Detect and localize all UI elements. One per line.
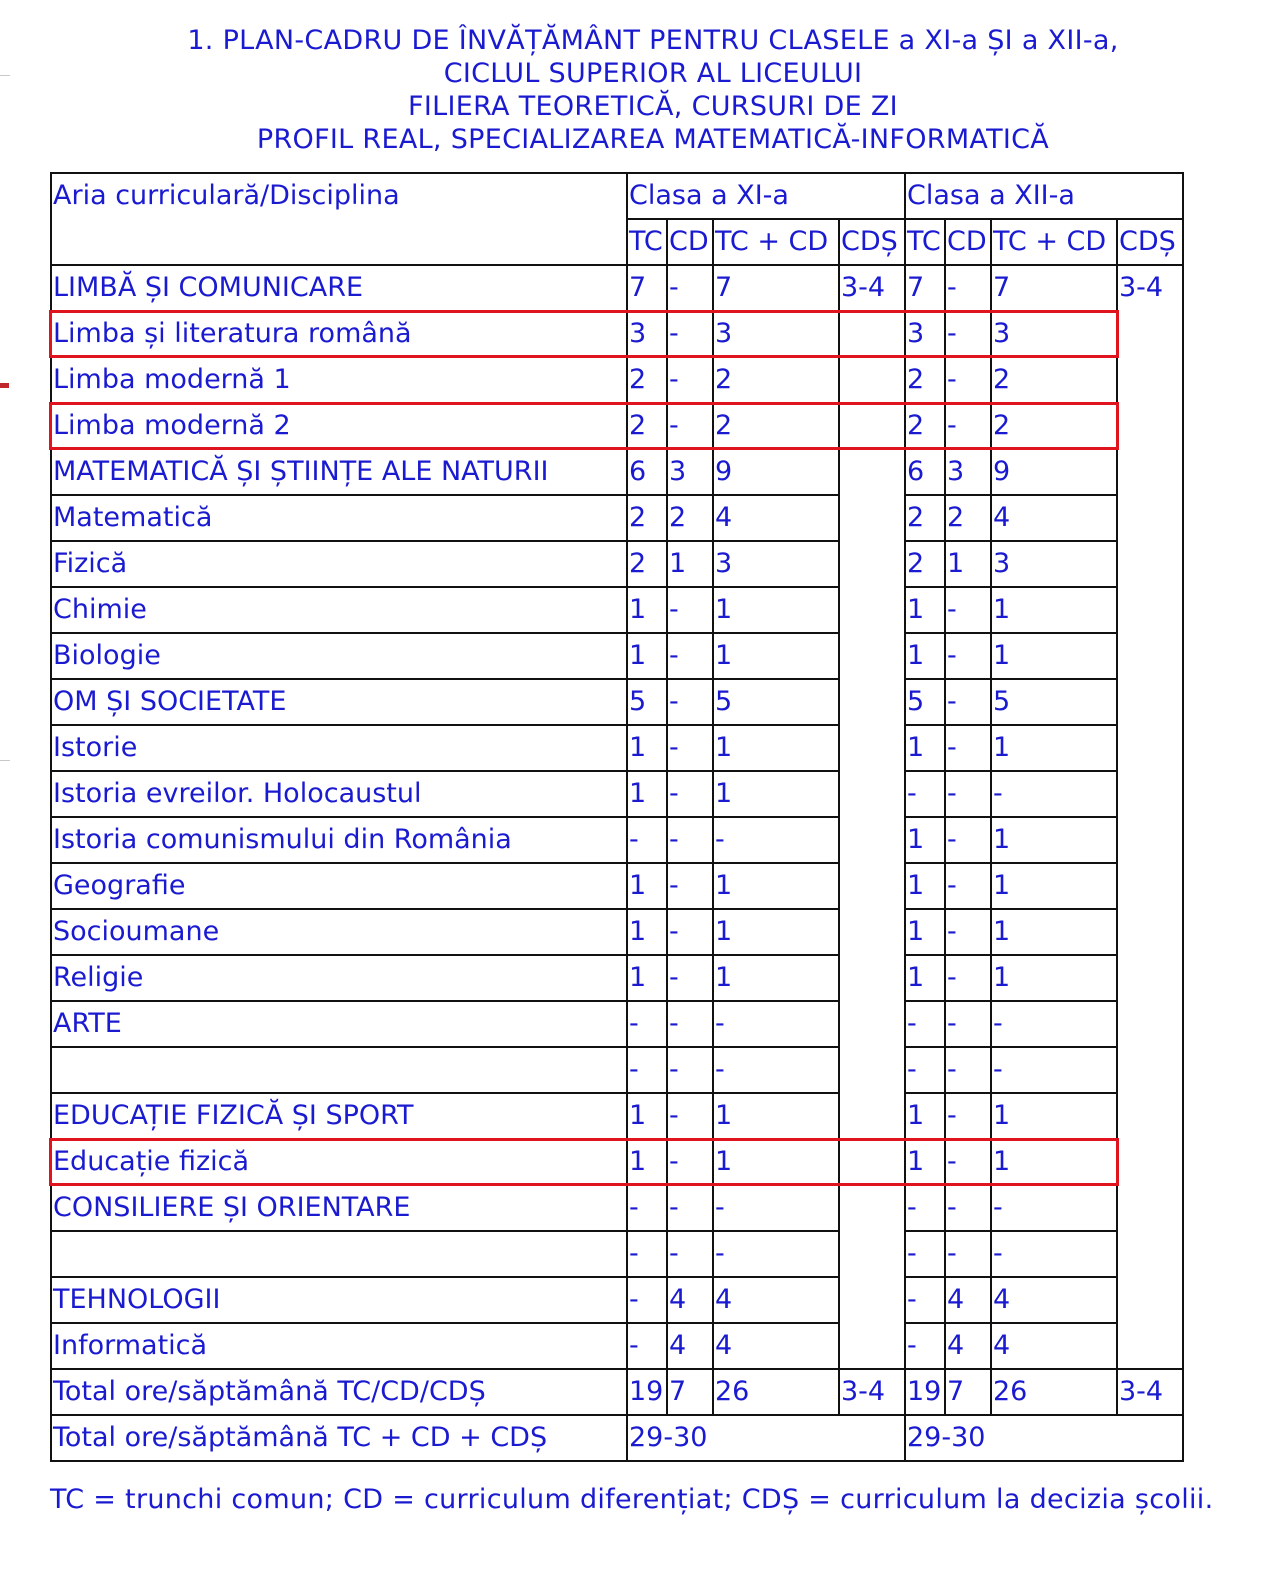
cell-12-tc: 5 <box>905 679 945 725</box>
cell-11-tc-cd: 9 <box>713 449 839 495</box>
cell-11-tc-cd: - <box>713 1231 839 1277</box>
title-line: PROFIL REAL, SPECIALIZAREA MATEMATICĂ-INFORMATICĂ <box>256 124 1050 155</box>
cell-11-tc-cd: 3 <box>713 311 839 357</box>
discipline-name: Educație fizică <box>51 1139 627 1185</box>
cell-11-tc-cd: 3 <box>713 541 839 587</box>
edge-cropped-text <box>0 408 8 488</box>
cell-12-tc-cd: - <box>991 1047 1117 1093</box>
discipline-name: CONSILIERE ȘI ORIENTARE <box>51 1185 627 1231</box>
cell-11-tc: 2 <box>627 403 667 449</box>
cell-11-cd: - <box>667 311 713 357</box>
cell-12-tc: - <box>905 771 945 817</box>
cell-12-cd: 4 <box>945 1277 991 1323</box>
table-row <box>51 1185 1183 1231</box>
cell-12-tc-cd: 1 <box>991 909 1117 955</box>
cell-12-tc: 2 <box>905 495 945 541</box>
discipline-name: Istoria evreilor. Holocaustul <box>51 771 627 817</box>
cell-12-cd: - <box>945 633 991 679</box>
cell-12-cds: 3-4 <box>1117 265 1183 311</box>
discipline-name <box>51 1231 627 1277</box>
table-row <box>51 495 1183 541</box>
cell-11-cds <box>839 587 905 633</box>
cell-12-cd: - <box>945 1139 991 1185</box>
cell-11-cd: 1 <box>667 541 713 587</box>
cell-11-tc: 2 <box>627 357 667 403</box>
cell-11-tc: 1 <box>627 1093 667 1139</box>
cell-12-tc: 1 <box>905 1139 945 1185</box>
cell-12-tc: 1 <box>905 909 945 955</box>
cell-12-cds <box>1117 1047 1183 1093</box>
table-row <box>51 863 1183 909</box>
cell-12-cd: - <box>945 265 991 311</box>
cell-12-tc: 1 <box>905 587 945 633</box>
cell-11-tc-cd: 4 <box>713 1323 839 1369</box>
cell-12-cd: 2 <box>945 495 991 541</box>
cell-12-cds <box>1117 1277 1183 1323</box>
subheader-tc: TC <box>905 219 945 265</box>
cell-12-cd: - <box>945 955 991 1001</box>
cell-11-cd: - <box>667 1185 713 1231</box>
cell-11-tc: 1 <box>627 1139 667 1185</box>
table-row <box>51 1047 1183 1093</box>
cell-11-tc: 3 <box>627 311 667 357</box>
cell-11-cds <box>839 955 905 1001</box>
cell-12-tc-cd: 1 <box>991 1139 1117 1185</box>
cell-12-tc-cd: 2 <box>991 403 1117 449</box>
cell-11-cds <box>839 1001 905 1047</box>
table-row <box>51 1093 1183 1139</box>
edge-marker <box>0 383 9 388</box>
cell-11-cd: - <box>667 955 713 1001</box>
cell-11-tc-cd: 4 <box>713 495 839 541</box>
cell-12-tc-cd: 3 <box>991 541 1117 587</box>
table-row <box>51 1001 1183 1047</box>
table-row <box>51 633 1183 679</box>
cell-11-tc-cd: 1 <box>713 587 839 633</box>
cell-12-cd: - <box>945 357 991 403</box>
cell-11-tc-cd: 1 <box>713 955 839 1001</box>
cell-11-cd: - <box>667 403 713 449</box>
subheader-cd: CD <box>945 219 991 265</box>
cell-11-tc: 7 <box>627 265 667 311</box>
cell-12-cd: 3 <box>945 449 991 495</box>
cell-11-cds <box>839 1277 905 1323</box>
cell-11-cd: - <box>667 679 713 725</box>
cell-12-tc: 1 <box>905 817 945 863</box>
curriculum-table <box>50 172 1184 1462</box>
cell-11-cd: 3 <box>667 449 713 495</box>
cell-11-tc: 2 <box>627 495 667 541</box>
cell-11-cd: - <box>667 863 713 909</box>
discipline-name: Limba modernă 1 <box>51 357 627 403</box>
cell-11-cds <box>839 1231 905 1277</box>
cell-11-cds <box>839 403 905 449</box>
subheader-tc: TC <box>627 219 667 265</box>
cell-12-cds <box>1117 357 1183 403</box>
discipline-name: EDUCAȚIE FIZICĂ ȘI SPORT <box>51 1093 627 1139</box>
table-row <box>51 541 1183 587</box>
cell-11-tc: - <box>627 1001 667 1047</box>
cell-11-tc-cd: 1 <box>713 1139 839 1185</box>
cell-12-cds <box>1117 1093 1183 1139</box>
cell-12-cds <box>1117 1231 1183 1277</box>
cell-12-cd: - <box>945 909 991 955</box>
legend: TC = trunchi comun; CD = curriculum diferențiat; CDȘ = curriculum la decizia școlii. <box>50 1484 1214 1515</box>
discipline-name: Religie <box>51 955 627 1001</box>
cell-12-cds <box>1117 633 1183 679</box>
cell-11-cds <box>839 1139 905 1185</box>
cell-11-cd: - <box>667 1093 713 1139</box>
cell-11-tc-cd: 1 <box>713 725 839 771</box>
table-row <box>51 1139 1183 1185</box>
cell-12-cds <box>1117 771 1183 817</box>
cell-11-cd: - <box>667 1001 713 1047</box>
cell-12-tc-cd: 3 <box>991 311 1117 357</box>
discipline-name: Informatică <box>51 1323 627 1369</box>
cell-12-cds <box>1117 817 1183 863</box>
table-row <box>51 771 1183 817</box>
cell-12-tc-cd: 1 <box>991 725 1117 771</box>
cell-12-cd: - <box>945 311 991 357</box>
cell-12-cds <box>1117 863 1183 909</box>
cell-11-tc: 1 <box>627 771 667 817</box>
cell-11-cds <box>839 817 905 863</box>
discipline-name: MATEMATICĂ ȘI ȘTIINȚE ALE NATURII <box>51 449 627 495</box>
cell-11-tc: - <box>627 1231 667 1277</box>
cell-11-cds <box>839 679 905 725</box>
discipline-name: Chimie <box>51 587 627 633</box>
cell-11-cds <box>839 1323 905 1369</box>
cell-12-cd: - <box>945 587 991 633</box>
discipline-name: LIMBĂ ȘI COMUNICARE <box>51 265 627 311</box>
table-row <box>51 1277 1183 1323</box>
cell-11-tc-cd: 2 <box>713 357 839 403</box>
cell-11-cd: - <box>667 265 713 311</box>
cell-12-tc-cd: 1 <box>991 1093 1117 1139</box>
discipline-name: Limba modernă 2 <box>51 403 627 449</box>
discipline-name: Limba și literatura română <box>51 311 627 357</box>
cell-11-tc: - <box>627 1277 667 1323</box>
title-line: 1. PLAN-CADRU DE ÎNVĂȚĂMÂNT PENTRU CLASELE a XI-a ȘI a XII-a, <box>187 25 1119 56</box>
cell-12-cd: - <box>945 1185 991 1231</box>
cell-11-cd: - <box>667 357 713 403</box>
total-sum-row <box>51 1415 1183 1461</box>
cell-12-tc: 3 <box>905 311 945 357</box>
table-row <box>51 725 1183 771</box>
header-class-11: Clasa a XI-a <box>627 173 905 219</box>
cell-12-tc: - <box>905 1001 945 1047</box>
cell-12-tc: 1 <box>905 1093 945 1139</box>
cell-12-tc-cd: 1 <box>991 633 1117 679</box>
total-sum-11: 29-30 <box>627 1415 905 1461</box>
total-12: 26 <box>991 1369 1117 1415</box>
total-11: 7 <box>667 1369 713 1415</box>
total-row <box>51 1369 1183 1415</box>
cell-12-cds <box>1117 587 1183 633</box>
title-line: CICLUL SUPERIOR AL LICEULUI <box>443 58 863 89</box>
cell-12-tc-cd: 7 <box>991 265 1117 311</box>
cell-11-tc-cd: 1 <box>713 863 839 909</box>
cell-11-cd: 4 <box>667 1277 713 1323</box>
cell-11-tc-cd: - <box>713 1185 839 1231</box>
cell-11-cd: - <box>667 1047 713 1093</box>
header-class-12: Clasa a XII-a <box>905 173 1183 219</box>
cell-12-tc: - <box>905 1231 945 1277</box>
table-row <box>51 1323 1183 1369</box>
cell-12-tc-cd: 1 <box>991 863 1117 909</box>
cell-12-cds <box>1117 955 1183 1001</box>
discipline-name: ARTE <box>51 1001 627 1047</box>
cell-11-tc-cd: - <box>713 817 839 863</box>
cell-12-cds <box>1117 403 1183 449</box>
cell-11-tc-cd: 1 <box>713 771 839 817</box>
table-row <box>51 265 1183 311</box>
total-11: 19 <box>627 1369 667 1415</box>
cell-12-cds <box>1117 495 1183 541</box>
cell-12-cd: - <box>945 1001 991 1047</box>
discipline-name: OM ȘI SOCIETATE <box>51 679 627 725</box>
cell-11-tc-cd: 5 <box>713 679 839 725</box>
discipline-name: Biologie <box>51 633 627 679</box>
cell-11-tc: 6 <box>627 449 667 495</box>
cell-12-cd: - <box>945 403 991 449</box>
cell-12-cd: 1 <box>945 541 991 587</box>
cell-11-cds <box>839 633 905 679</box>
cell-12-cd: - <box>945 679 991 725</box>
table-row <box>51 449 1183 495</box>
total-12: 3-4 <box>1117 1369 1183 1415</box>
discipline-name: TEHNOLOGII <box>51 1277 627 1323</box>
cell-12-cd: - <box>945 771 991 817</box>
cell-11-tc-cd: 1 <box>713 1093 839 1139</box>
cell-11-cds <box>839 725 905 771</box>
cell-11-cds <box>839 1047 905 1093</box>
cell-12-tc: 1 <box>905 633 945 679</box>
cell-12-cd: - <box>945 1093 991 1139</box>
cell-11-cd: - <box>667 1139 713 1185</box>
cell-11-tc: 1 <box>627 863 667 909</box>
total-12: 19 <box>905 1369 945 1415</box>
cell-11-cds <box>839 495 905 541</box>
cell-12-tc: 2 <box>905 541 945 587</box>
total-sum-label: Total ore/săptămână TC + CD + CDȘ <box>51 1415 627 1461</box>
table-row <box>51 1231 1183 1277</box>
cell-11-tc-cd: 7 <box>713 265 839 311</box>
cell-11-cd: - <box>667 725 713 771</box>
cell-12-cds <box>1117 449 1183 495</box>
cell-12-tc: 2 <box>905 403 945 449</box>
table-row <box>51 679 1183 725</box>
table-row <box>51 403 1183 449</box>
total-11: 26 <box>713 1369 839 1415</box>
cell-12-tc: - <box>905 1323 945 1369</box>
total-11: 3-4 <box>839 1369 905 1415</box>
edge-divider <box>0 760 10 761</box>
cell-11-tc-cd: 1 <box>713 633 839 679</box>
cell-11-cds <box>839 1185 905 1231</box>
cell-11-tc: - <box>627 1185 667 1231</box>
cell-11-cds <box>839 771 905 817</box>
subheader-cd: CD <box>667 219 713 265</box>
cell-12-tc-cd: 1 <box>991 817 1117 863</box>
cell-11-cds: 3-4 <box>839 265 905 311</box>
cell-11-tc: - <box>627 817 667 863</box>
subheader-tc-cd: TC + CD <box>991 219 1117 265</box>
page-title <box>0 24 1286 156</box>
cell-12-tc: 1 <box>905 955 945 1001</box>
subheader-cds: CDȘ <box>1117 219 1183 265</box>
cell-11-cd: - <box>667 633 713 679</box>
cell-11-cd: 2 <box>667 495 713 541</box>
table-row <box>51 311 1183 357</box>
cell-11-cd: - <box>667 771 713 817</box>
table-row <box>51 909 1183 955</box>
cell-12-tc: 7 <box>905 265 945 311</box>
cell-11-tc-cd: - <box>713 1001 839 1047</box>
cell-11-cds <box>839 909 905 955</box>
cell-11-tc: - <box>627 1047 667 1093</box>
cell-12-tc-cd: 5 <box>991 679 1117 725</box>
total-12: 7 <box>945 1369 991 1415</box>
cell-11-tc: - <box>627 1323 667 1369</box>
cell-12-tc-cd: 9 <box>991 449 1117 495</box>
subheader-tc-cd: TC + CD <box>713 219 839 265</box>
total-label: Total ore/săptămână TC/CD/CDȘ <box>51 1369 627 1415</box>
cell-12-tc-cd: 4 <box>991 1277 1117 1323</box>
cell-11-cds <box>839 449 905 495</box>
cell-12-cd: - <box>945 863 991 909</box>
discipline-name: Istoria comunismului din România <box>51 817 627 863</box>
title-line: FILIERA TEORETICĂ, CURSURI DE ZI <box>408 91 898 122</box>
discipline-name: Istorie <box>51 725 627 771</box>
cell-11-cd: - <box>667 1231 713 1277</box>
cell-11-tc-cd: - <box>713 1047 839 1093</box>
cell-11-cd: - <box>667 587 713 633</box>
cell-12-tc-cd: - <box>991 1231 1117 1277</box>
cell-11-tc: 1 <box>627 633 667 679</box>
cell-12-cds <box>1117 725 1183 771</box>
cell-12-cds <box>1117 1139 1183 1185</box>
table-row <box>51 955 1183 1001</box>
discipline-name: Socioumane <box>51 909 627 955</box>
cell-12-tc-cd: 1 <box>991 955 1117 1001</box>
cell-11-cds <box>839 311 905 357</box>
cell-12-tc-cd: 2 <box>991 357 1117 403</box>
cell-12-tc: 2 <box>905 357 945 403</box>
cell-11-cds <box>839 357 905 403</box>
cell-12-tc-cd: - <box>991 1185 1117 1231</box>
cell-12-cd: - <box>945 1231 991 1277</box>
cell-12-cds <box>1117 1323 1183 1369</box>
table-row <box>51 817 1183 863</box>
cell-12-tc: - <box>905 1277 945 1323</box>
discipline-name: Fizică <box>51 541 627 587</box>
cell-11-tc: 1 <box>627 909 667 955</box>
cell-12-tc: - <box>905 1047 945 1093</box>
header-area: Aria curriculară/Disciplina <box>51 173 627 265</box>
cell-12-cds <box>1117 1001 1183 1047</box>
cell-12-cd: - <box>945 817 991 863</box>
cell-11-cds <box>839 863 905 909</box>
cell-11-tc: 2 <box>627 541 667 587</box>
cell-11-tc-cd: 1 <box>713 909 839 955</box>
cell-12-tc-cd: - <box>991 1001 1117 1047</box>
cell-11-tc: 1 <box>627 587 667 633</box>
cell-12-cd: 4 <box>945 1323 991 1369</box>
cell-12-tc: 1 <box>905 725 945 771</box>
cell-12-cd: - <box>945 725 991 771</box>
cell-11-cd: - <box>667 909 713 955</box>
cell-12-tc-cd: 4 <box>991 1323 1117 1369</box>
cell-12-cds <box>1117 311 1183 357</box>
cell-12-cds <box>1117 1185 1183 1231</box>
discipline-name: Geografie <box>51 863 627 909</box>
cell-11-tc-cd: 2 <box>713 403 839 449</box>
cell-12-tc-cd: - <box>991 771 1117 817</box>
cell-12-cd: - <box>945 1047 991 1093</box>
cell-11-cd: - <box>667 817 713 863</box>
cell-12-tc-cd: 4 <box>991 495 1117 541</box>
total-sum-12: 29-30 <box>905 1415 1183 1461</box>
table-row <box>51 587 1183 633</box>
cell-11-tc: 1 <box>627 955 667 1001</box>
cell-11-tc: 1 <box>627 725 667 771</box>
cell-11-tc-cd: 4 <box>713 1277 839 1323</box>
cell-11-tc: 5 <box>627 679 667 725</box>
cell-12-tc: - <box>905 1185 945 1231</box>
discipline-name <box>51 1047 627 1093</box>
cell-11-cds <box>839 541 905 587</box>
cell-11-cd: 4 <box>667 1323 713 1369</box>
discipline-name: Matematică <box>51 495 627 541</box>
cell-12-tc: 6 <box>905 449 945 495</box>
cell-12-cds <box>1117 679 1183 725</box>
cell-12-cds <box>1117 909 1183 955</box>
cell-12-tc-cd: 1 <box>991 587 1117 633</box>
table-row <box>51 357 1183 403</box>
cell-12-cds <box>1117 541 1183 587</box>
cell-11-cds <box>839 1093 905 1139</box>
header-row <box>51 173 1183 219</box>
subheader-cds: CDȘ <box>839 219 905 265</box>
cell-12-tc: 1 <box>905 863 945 909</box>
